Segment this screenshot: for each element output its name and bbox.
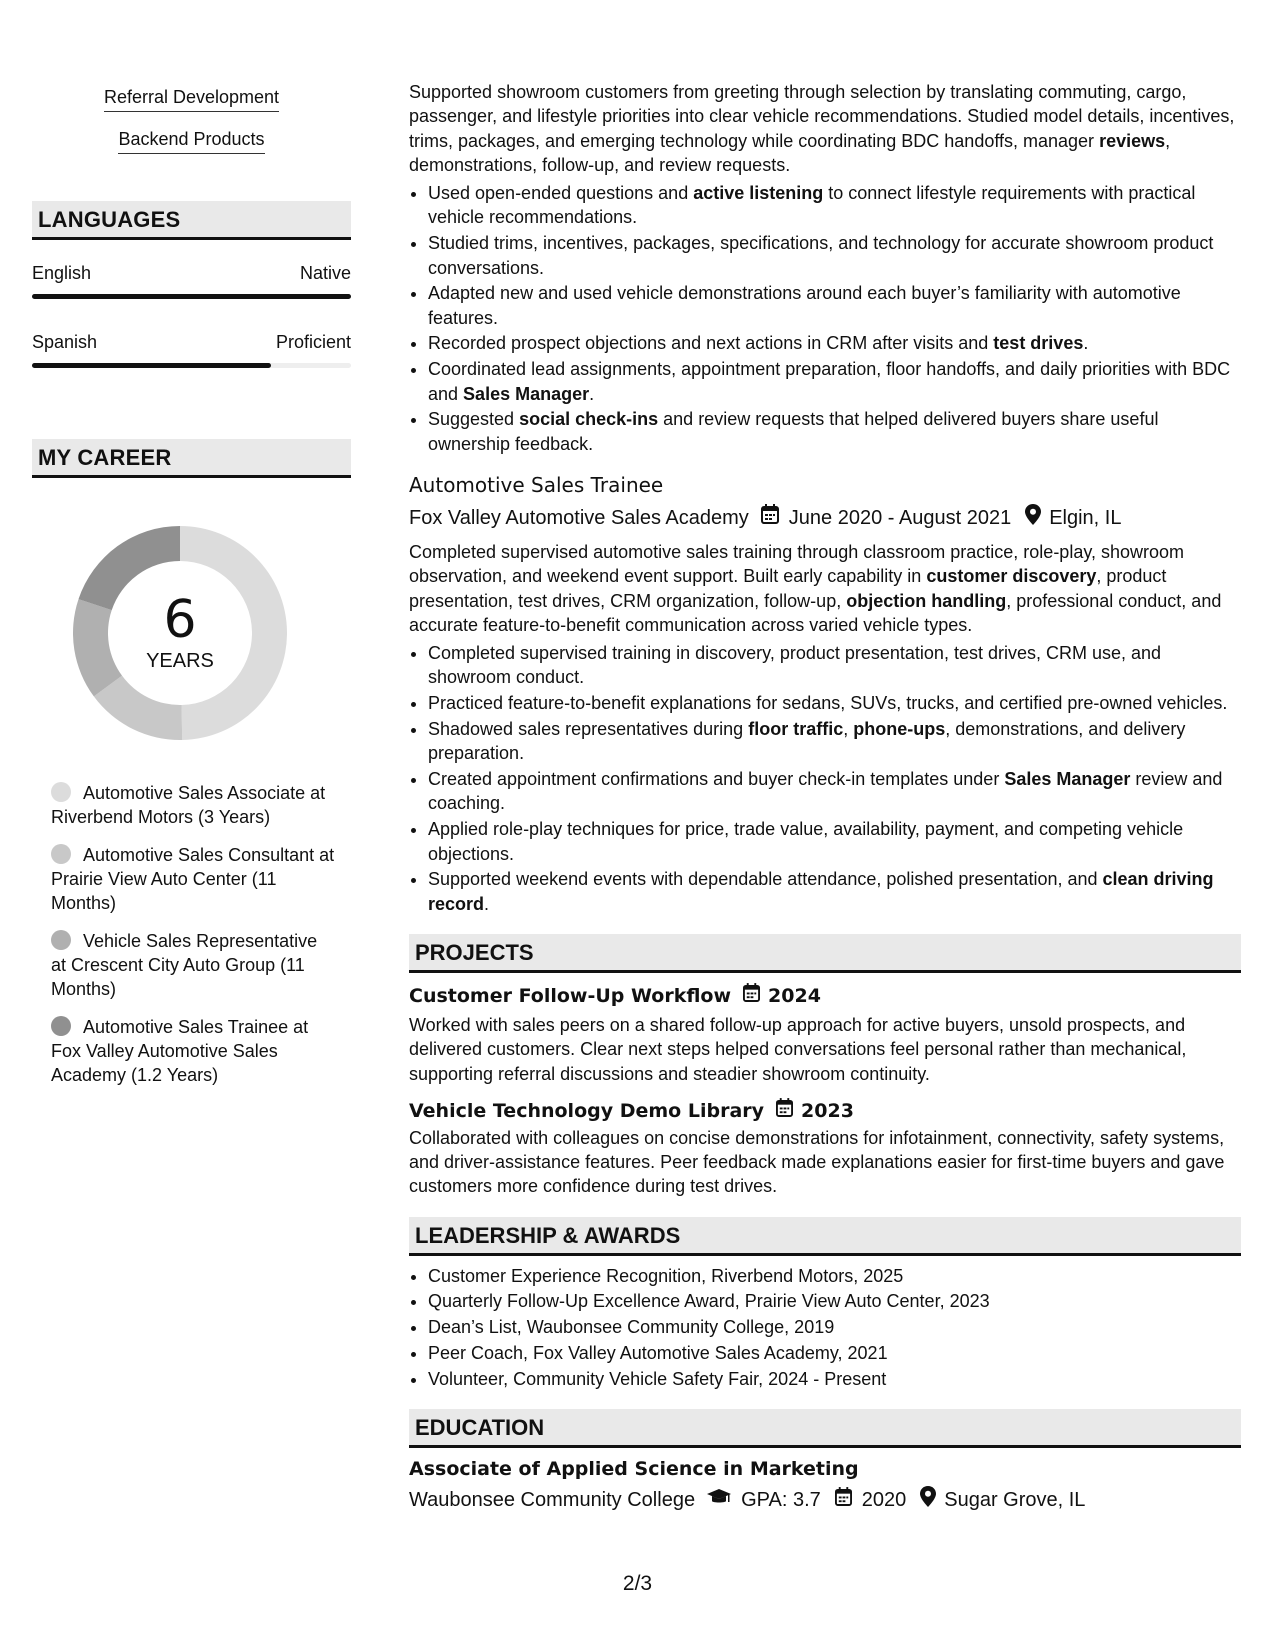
career-total [66, 519, 294, 673]
bullet-item: • Practiced feature-to-benefit explanations for sedans, SUVs, trucks, and certified pre-owned vehicles. [428, 691, 1241, 715]
language-name: Spanish [32, 332, 98, 352]
job-title: Automotive Sales Trainee [409, 472, 664, 497]
skill-tags [32, 80, 351, 164]
bullet-item: • Shadowed sales representatives during floor traffic, phone-ups, demonstrations, and delivery preparation. [428, 717, 1241, 766]
bullet-item: • Adapted new and used vehicle demonstrations around each buyer’s familiarity with automotive features. [428, 281, 1241, 330]
graduation-cap-icon [707, 1487, 731, 1513]
award-item: • Peer Coach, Fox Valley Automotive Sales Academy, 2021 [428, 1341, 1241, 1365]
bullet-item: • Coordinated lead assignments, appointment preparation, floor handoffs, and daily priorities with BDC and Sales Manager. [428, 357, 1241, 406]
education-degree: Associate of Applied Science in Marketing [409, 1458, 859, 1481]
career-heading: MY CAREER [32, 439, 351, 478]
map-pin-icon [920, 1486, 936, 1514]
projects-heading: PROJECTS [409, 934, 1241, 973]
skill-tag: Referral Development [104, 86, 279, 112]
bullet-item: • Created appointment confirmations and buyer check-in templates under Sales Manager review and coaching. [428, 767, 1241, 816]
award-item: • Dean’s List, Waubonsee Community College, 2019 [428, 1315, 1241, 1339]
project-description: Collaborated with colleagues on concise demonstrations for infotainment, connectivity, safety systems, and driver-assistance features. Peer feedback made explanations easier for first-time buyers and gave customers more confidence during test drives. [409, 1127, 1225, 1197]
career-legend [51, 781, 351, 1087]
language-bar [32, 294, 351, 299]
legend-dot [51, 844, 71, 864]
language-bar-fill [32, 294, 351, 299]
job-bullets [409, 641, 1241, 916]
award-item: • Quarterly Follow-Up Excellence Award, Prairie View Auto Center, 2023 [428, 1289, 1241, 1313]
experience-summary: Supported showroom customers from greeting through selection by translating commuting, cargo, passenger, and lifestyle priorities into clear vehicle recommendations. Studied model details, incentives, trims, packages, and emerging technology while coordinating BDC handoffs, manager reviews, demonstrations, follow-up, and review requests. [409, 82, 1235, 175]
education-school: Waubonsee Community College [409, 1489, 696, 1512]
project-description: Worked with sales peers on a shared follow-up approach for active buyers, unsold prospects, and delivered customers. Clear next steps helped conversations feel personal rather than mechanical, supporting referral discussions and steadier showroom continuity. [409, 1014, 1187, 1084]
legend-label: Automotive Sales Associate at Riverbend Motors (3 Years) [51, 783, 326, 827]
language-english [32, 262, 351, 299]
legend-dot [51, 930, 71, 950]
language-bar-fill [32, 363, 271, 368]
education-year: 2020 [861, 1489, 907, 1512]
calendar-icon [835, 1487, 852, 1513]
legend-item [51, 929, 336, 1001]
language-level: Native [299, 263, 351, 283]
calendar-icon [776, 1098, 793, 1124]
awards-heading: LEADERSHIP & AWARDS [409, 1217, 1241, 1256]
language-bar [32, 363, 351, 368]
awards-list [409, 1264, 1241, 1391]
experience-bullets [409, 181, 1241, 456]
project-title: Vehicle Technology Demo Library [409, 1099, 765, 1122]
job-company: Fox Valley Automotive Sales Academy [409, 506, 749, 529]
bullet-item: • Supported weekend events with dependable attendance, polished presentation, and clean driving record. [428, 867, 1241, 916]
job-meta [409, 504, 1241, 532]
education-meta [409, 1486, 1241, 1514]
project-year: 2023 [801, 1099, 854, 1122]
award-item: • Volunteer, Community Vehicle Safety Fair, 2024 - Present [428, 1367, 1241, 1391]
legend-dot [51, 782, 71, 802]
education-location: Sugar Grove, IL [944, 1489, 1086, 1512]
language-level: Proficient [275, 332, 351, 352]
bullet-item: • Suggested social check-ins and review requests that helped delivered buyers share useful ownership feedback. [428, 407, 1241, 456]
legend-label: Automotive Sales Consultant at Prairie View Auto Center (11 Months) [51, 845, 335, 913]
legend-dot [51, 1016, 71, 1036]
legend-item [51, 1015, 336, 1087]
bullet-item: • Applied role-play techniques for price, trade value, availability, payment, and competing vehicle objections. [428, 817, 1241, 866]
career-donut-chart [66, 519, 294, 747]
project-item [409, 983, 1241, 1086]
page-number: 2/3 [622, 1572, 653, 1595]
bullet-item: • Recorded prospect objections and next actions in CRM after visits and test drives. [428, 331, 1241, 355]
main-content [409, 80, 1241, 1514]
career-total-number: 6 [163, 590, 197, 650]
languages-heading: LANGUAGES [32, 201, 351, 240]
legend-label: Automotive Sales Trainee at Fox Valley Automotive Sales Academy (1.2 Years) [51, 1017, 309, 1085]
job-dates: June 2020 - August 2021 [788, 506, 1012, 529]
award-item: • Customer Experience Recognition, Riverbend Motors, 2025 [428, 1264, 1241, 1288]
skill-tag: Backend Products [118, 128, 264, 154]
calendar-icon [743, 983, 760, 1009]
bullet-item: • Used open-ended questions and active listening to connect lifestyle requirements with practical vehicle recommendations. [428, 181, 1241, 230]
career-total-unit: YEARS [146, 650, 214, 672]
education-gpa: GPA: 3.7 [741, 1489, 821, 1512]
project-item [409, 1098, 1241, 1199]
legend-item [51, 843, 336, 915]
bullet-item: • Studied trims, incentives, packages, specifications, and technology for accurate showroom product conversations. [428, 231, 1241, 280]
education-heading: EDUCATION [409, 1409, 1241, 1448]
sidebar [32, 80, 351, 1101]
legend-item [51, 781, 336, 829]
language-name: English [32, 263, 92, 283]
legend-label: Vehicle Sales Representative at Crescent City Auto Group (11 Months) [51, 931, 318, 999]
project-title: Customer Follow-Up Workflow [409, 984, 732, 1007]
project-year: 2024 [768, 984, 821, 1007]
language-spanish [32, 331, 351, 368]
bullet-item: • Completed supervised training in discovery, product presentation, test drives, CRM use, and showroom conduct. [428, 641, 1241, 690]
job-location: Elgin, IL [1049, 506, 1122, 529]
calendar-icon [761, 504, 779, 531]
job-summary: Completed supervised automotive sales training through classroom practice, role-play, showroom observation, and weekend event support. Built early capability in customer discovery, product presentation, test drives, CRM organization, follow-up, objection handling, professional conduct, and accurate feature-to-benefit communication across varied vehicle types. [409, 541, 1222, 635]
map-pin-icon [1025, 504, 1041, 532]
